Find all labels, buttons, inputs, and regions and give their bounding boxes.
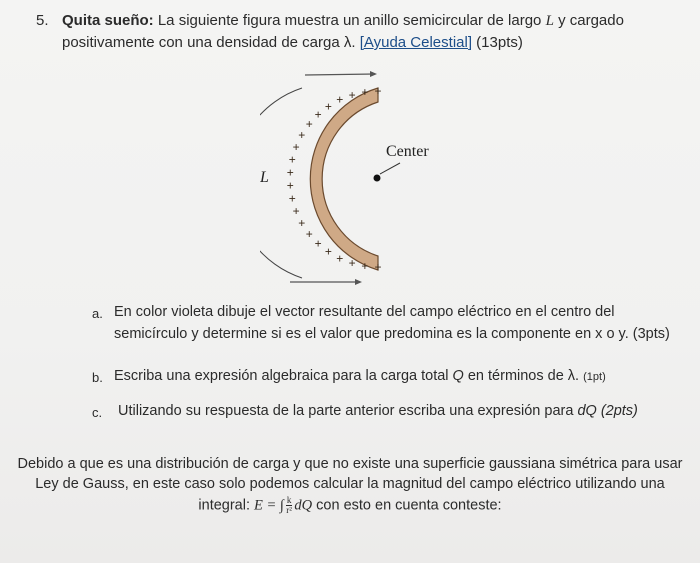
semicircular-ring-figure [260, 70, 460, 285]
formula-r2: r² [286, 505, 292, 515]
plus-charge: + [314, 107, 322, 122]
footer-line-3-end: con esto en cuenta conteste: [316, 497, 502, 514]
part-b-text-2: en términos de λ. [467, 368, 580, 384]
part-c-text-1: Utilizando su respuesta de la parte anterior escriba una expresión para [118, 403, 574, 419]
part-b-letter: b. [92, 370, 103, 385]
variable-dQ: dQ [577, 403, 597, 419]
question-number: 5. [36, 12, 49, 29]
question-line-2 [62, 34, 523, 51]
plus-charges [287, 84, 382, 274]
bottom-arrow-head [355, 279, 362, 285]
center-pointer-line [380, 163, 400, 174]
formula-fraction [286, 496, 293, 515]
question-text-1-end: y cargado [558, 12, 624, 29]
plus-charge: + [298, 128, 306, 142]
formula-k: k [286, 495, 292, 505]
plus-charge: + [348, 87, 356, 102]
formula-dQ: dQ [294, 497, 313, 514]
plus-charge: + [324, 99, 332, 114]
ayuda-celestial-link[interactable]: [Ayuda Celestial] [359, 34, 472, 51]
question-text-1: La siguiente figura muestra un anillo semicircular de largo [157, 12, 542, 29]
footer-line-1: Debido a que es una distribución de carga y que no existe una superficie gaussiana simétrica para usar [17, 456, 683, 472]
plus-charge: + [336, 92, 344, 107]
variable-L: L [545, 13, 554, 29]
part-a-letter: a. [92, 306, 103, 321]
part-b-text-1: Escriba una expresión algebraica para la carga total [114, 368, 449, 384]
plus-charge: + [361, 259, 369, 273]
top-arrow-head [370, 71, 377, 77]
part-a-line-1: En color violeta dibuje el vector resultante del campo eléctrico en el centro del [114, 304, 615, 320]
footer-line-3-start: integral: [198, 497, 250, 514]
plus-charge: + [288, 191, 296, 206]
part-b-text [114, 368, 606, 384]
label-L: L [260, 169, 269, 186]
footer-line-2: Ley de Gauss, en este caso solo podemos calcular la magnitud del campo eléctrico utilizando una [35, 476, 665, 492]
variable-Q: Q [452, 368, 464, 384]
part-c-text [118, 403, 638, 419]
part-c-points: (2pts) [600, 403, 638, 419]
part-a-line-2: semicírculo y determine si es el valor que predomina es la componente en x o y. (3pts) [114, 326, 670, 342]
plus-charge: + [286, 165, 294, 180]
part-c-letter: c. [92, 405, 103, 420]
plus-charge: + [298, 216, 306, 230]
label-center: Center [386, 143, 429, 160]
formula-E: E = ∫ [254, 497, 284, 514]
plus-charge: + [374, 260, 382, 274]
plus-charge: + [288, 152, 296, 167]
center-dot [374, 175, 381, 182]
question-line-1 [62, 12, 624, 30]
plus-charge: + [292, 204, 300, 219]
plus-charge: + [305, 226, 313, 241]
plus-charge: + [336, 251, 344, 266]
footer-line-3 [0, 496, 700, 515]
plus-charge: + [305, 117, 313, 132]
plus-charge: + [324, 244, 332, 259]
question-text-2: positivamente con una densidad de carga λ. [62, 34, 356, 51]
top-arrow-line [305, 74, 375, 75]
plus-charge: + [348, 256, 356, 271]
question-points: (13pts) [476, 34, 523, 51]
plus-charge: + [286, 178, 294, 193]
plus-charge: + [374, 84, 382, 98]
plus-charge: + [292, 139, 300, 154]
plus-charge: + [314, 236, 322, 251]
question-title: Quita sueño: [62, 12, 154, 29]
part-b-points: (1pt) [583, 371, 606, 383]
plus-charge: + [361, 85, 369, 99]
